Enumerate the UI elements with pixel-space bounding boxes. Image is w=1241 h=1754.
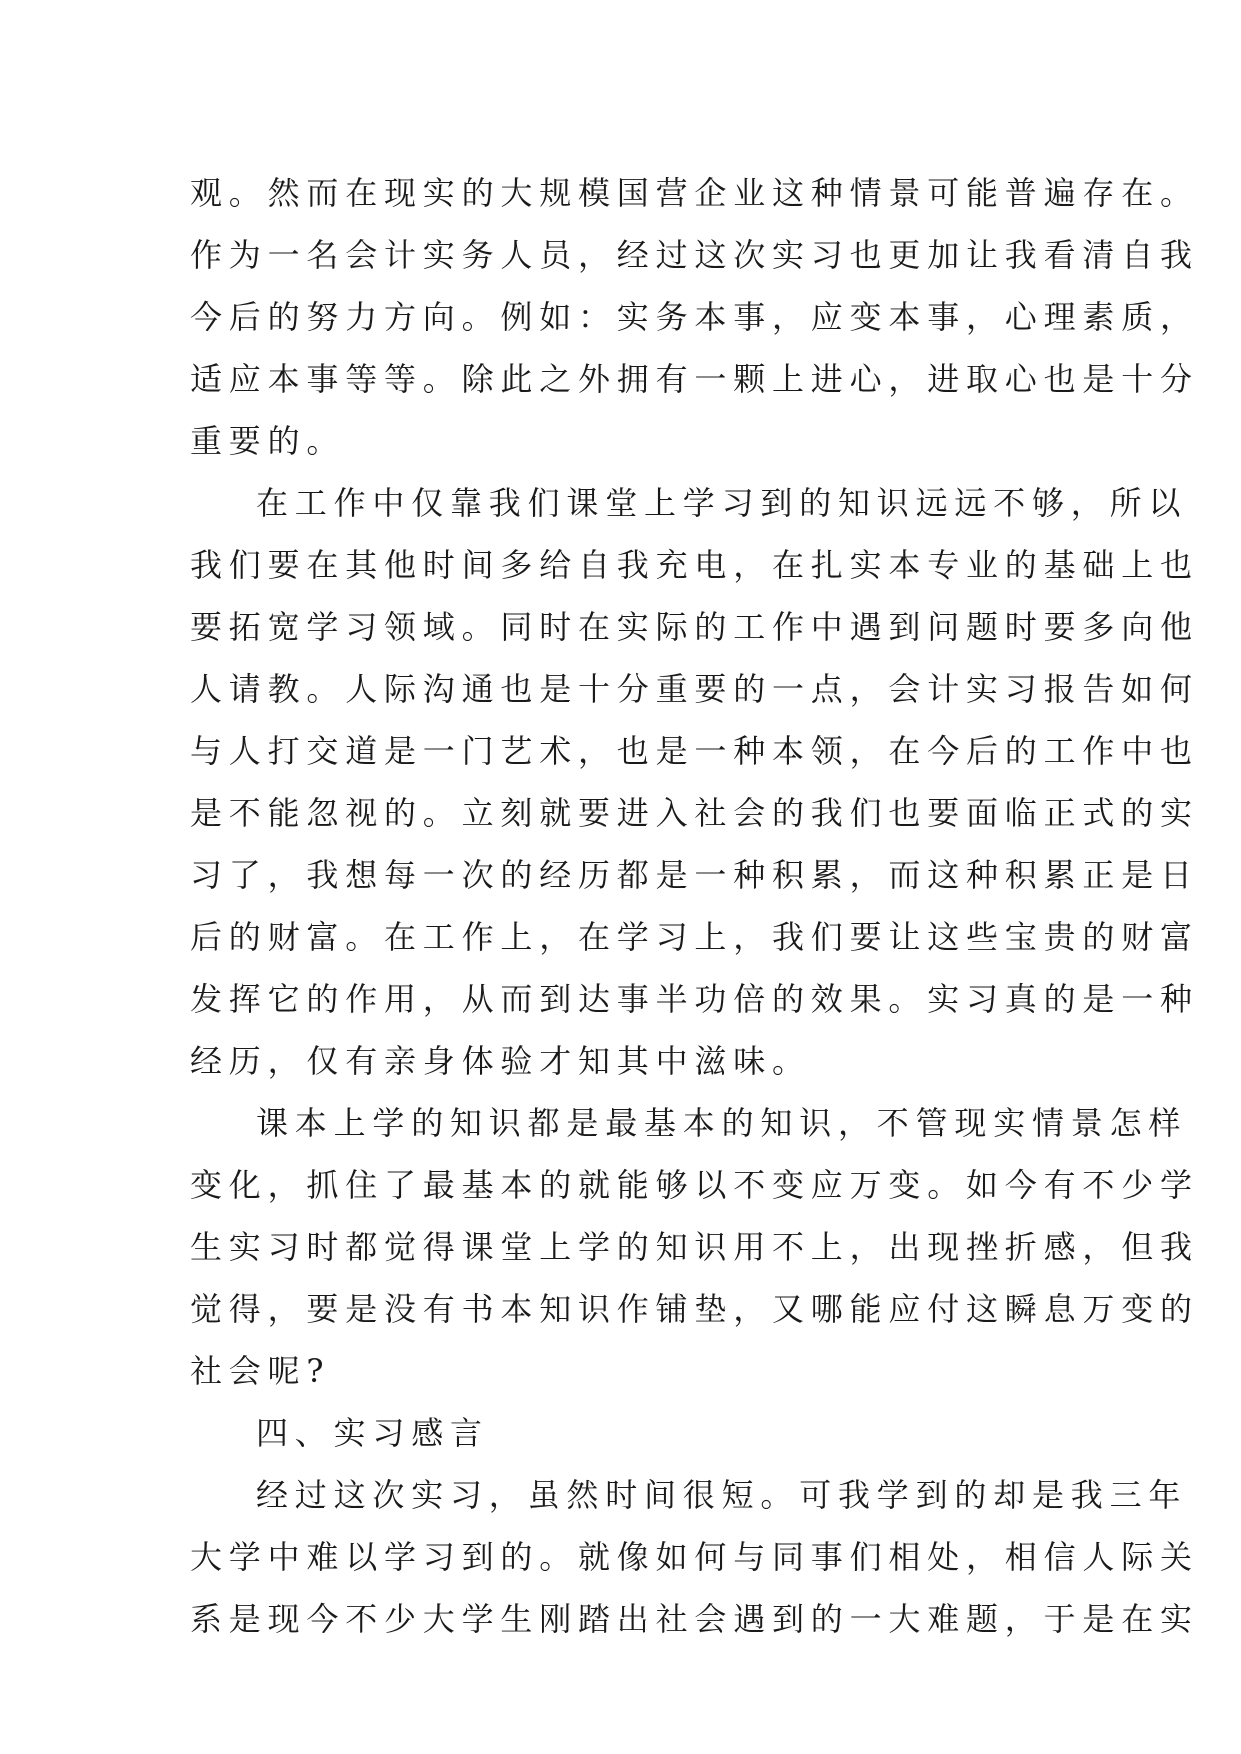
text-line: 变化，抓住了最基本的就能够以不变应万变。如今有不少学 bbox=[190, 1166, 1199, 1204]
text-line: 要拓宽学习领域。同时在实际的工作中遇到问题时要多向他 bbox=[190, 608, 1199, 646]
text-line: 作为一名会计实务人员，经过这次实习也更加让我看清自我 bbox=[190, 236, 1199, 274]
text-line: 观。然而在现实的大规模国营企业这种情景可能普遍存在。 bbox=[190, 174, 1199, 212]
text-line: 大学中难以学习到的。就像如何与同事们相处，相信人际关 bbox=[190, 1538, 1199, 1576]
text-line: 今后的努力方向。例如：实务本事，应变本事，心理素质， bbox=[190, 298, 1199, 336]
text-line: 系是现今不少大学生刚踏出社会遇到的一大难题，于是在实 bbox=[190, 1600, 1199, 1638]
text-line: 是不能忽视的。立刻就要进入社会的我们也要面临正式的实 bbox=[190, 794, 1199, 832]
paragraph-2 bbox=[190, 472, 1199, 1092]
section-heading-text: 四、实习感言 bbox=[256, 1414, 489, 1452]
text-line: 后的财富。在工作上，在学习上，我们要让这些宝贵的财富 bbox=[190, 918, 1199, 956]
paragraph-3 bbox=[190, 1092, 1199, 1402]
document-body bbox=[190, 162, 1199, 1650]
text-line: 适应本事等等。除此之外拥有一颗上进心，进取心也是十分 bbox=[190, 360, 1199, 398]
text-line: 课本上学的知识都是最基本的知识，不管现实情景怎样 bbox=[256, 1104, 1188, 1142]
text-line: 社会呢? bbox=[190, 1352, 331, 1390]
text-line: 我们要在其他时间多给自我充电，在扎实本专业的基础上也 bbox=[190, 546, 1199, 584]
text-line: 经历，仅有亲身体验才知其中滋味。 bbox=[190, 1042, 811, 1080]
text-line: 人请教。人际沟通也是十分重要的一点，会计实习报告如何 bbox=[190, 670, 1199, 708]
paragraph-5 bbox=[190, 1464, 1199, 1650]
text-line: 重要的。 bbox=[190, 422, 346, 460]
text-line: 在工作中仅靠我们课堂上学习到的知识远远不够，所以 bbox=[256, 484, 1188, 522]
text-line: 与人打交道是一门艺术，也是一种本领，在今后的工作中也 bbox=[190, 732, 1199, 770]
paragraph-1 bbox=[190, 162, 1199, 472]
text-line: 发挥它的作用，从而到达事半功倍的效果。实习真的是一种 bbox=[190, 980, 1199, 1018]
text-line: 生实习时都觉得课堂上学的知识用不上，出现挫折感，但我 bbox=[190, 1228, 1199, 1266]
text-line: 经过这次实习，虽然时间很短。可我学到的却是我三年 bbox=[256, 1476, 1188, 1514]
text-line: 习了，我想每一次的经历都是一种积累，而这种积累正是日 bbox=[190, 856, 1199, 894]
text-line: 觉得，要是没有书本知识作铺垫，又哪能应付这瞬息万变的 bbox=[190, 1290, 1199, 1328]
section-heading bbox=[190, 1402, 1050, 1464]
